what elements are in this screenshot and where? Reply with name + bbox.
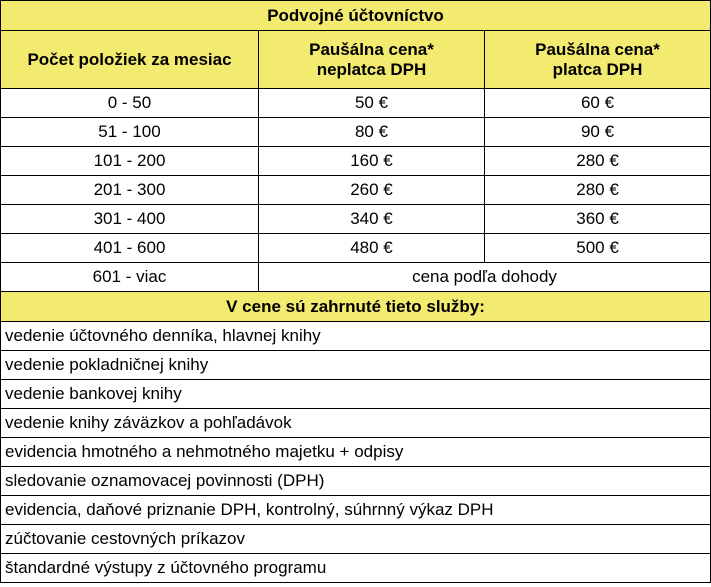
vat-price: 90 € [485, 118, 711, 147]
table-row [1, 147, 711, 176]
table-row [1, 118, 711, 147]
table-row [1, 89, 711, 118]
items-range: 601 - viac [1, 263, 259, 292]
services-heading-row [1, 292, 711, 322]
non-vat-price: 480 € [259, 234, 485, 263]
column-header-vat-price [485, 31, 711, 89]
service-text: zúčtovanie cestovných príkazov [1, 525, 711, 554]
vat-price: 280 € [485, 147, 711, 176]
column-header-non-vat-price [259, 31, 485, 89]
service-text: vedenie bankovej knihy [1, 380, 711, 409]
service-item [1, 380, 711, 409]
service-item [1, 467, 711, 496]
items-range: 101 - 200 [1, 147, 259, 176]
title-row [1, 1, 711, 31]
service-item [1, 525, 711, 554]
services-heading: V cene sú zahrnuté tieto služby: [1, 292, 711, 322]
service-text: vedenie účtovného denníka, hlavnej knihy [1, 322, 711, 351]
items-range: 0 - 50 [1, 89, 259, 118]
table-row [1, 205, 711, 234]
service-item [1, 438, 711, 467]
service-text: vedenie pokladničnej knihy [1, 351, 711, 380]
negotiable-price: cena podľa dohody [259, 263, 711, 292]
non-vat-price: 50 € [259, 89, 485, 118]
table-row-negotiable [1, 263, 711, 292]
service-item [1, 496, 711, 525]
vat-price: 360 € [485, 205, 711, 234]
service-item [1, 554, 711, 583]
non-vat-price: 80 € [259, 118, 485, 147]
table-row [1, 176, 711, 205]
column-header-non-vat-line1: Paušálna cena* [309, 39, 434, 59]
items-range: 301 - 400 [1, 205, 259, 234]
column-header-non-vat-line2: neplatca DPH [316, 59, 427, 79]
vat-price: 500 € [485, 234, 711, 263]
vat-price: 60 € [485, 89, 711, 118]
non-vat-price: 260 € [259, 176, 485, 205]
vat-price: 280 € [485, 176, 711, 205]
service-text: sledovanie oznamovacej povinnosti (DPH) [1, 467, 711, 496]
items-range: 401 - 600 [1, 234, 259, 263]
column-header-vat-line2: platca DPH [552, 59, 643, 79]
service-text: evidencia, daňové priznanie DPH, kontrolný, súhrnný výkaz DPH [1, 496, 711, 525]
items-range: 51 - 100 [1, 118, 259, 147]
service-item [1, 322, 711, 351]
column-header-items: Počet položiek za mesiac [1, 31, 259, 89]
service-text: evidencia hmotného a nehmotného majetku + odpisy [1, 438, 711, 467]
table-row [1, 234, 711, 263]
service-item [1, 409, 711, 438]
column-header-vat-line1: Paušálna cena* [535, 39, 660, 59]
service-item [1, 351, 711, 380]
table-title: Podvojné účtovníctvo [1, 1, 711, 31]
non-vat-price: 160 € [259, 147, 485, 176]
non-vat-price: 340 € [259, 205, 485, 234]
header-row [1, 31, 711, 89]
items-range: 201 - 300 [1, 176, 259, 205]
service-text: vedenie knihy záväzkov a pohľadávok [1, 409, 711, 438]
service-text: štandardné výstupy z účtovného programu [1, 554, 711, 583]
